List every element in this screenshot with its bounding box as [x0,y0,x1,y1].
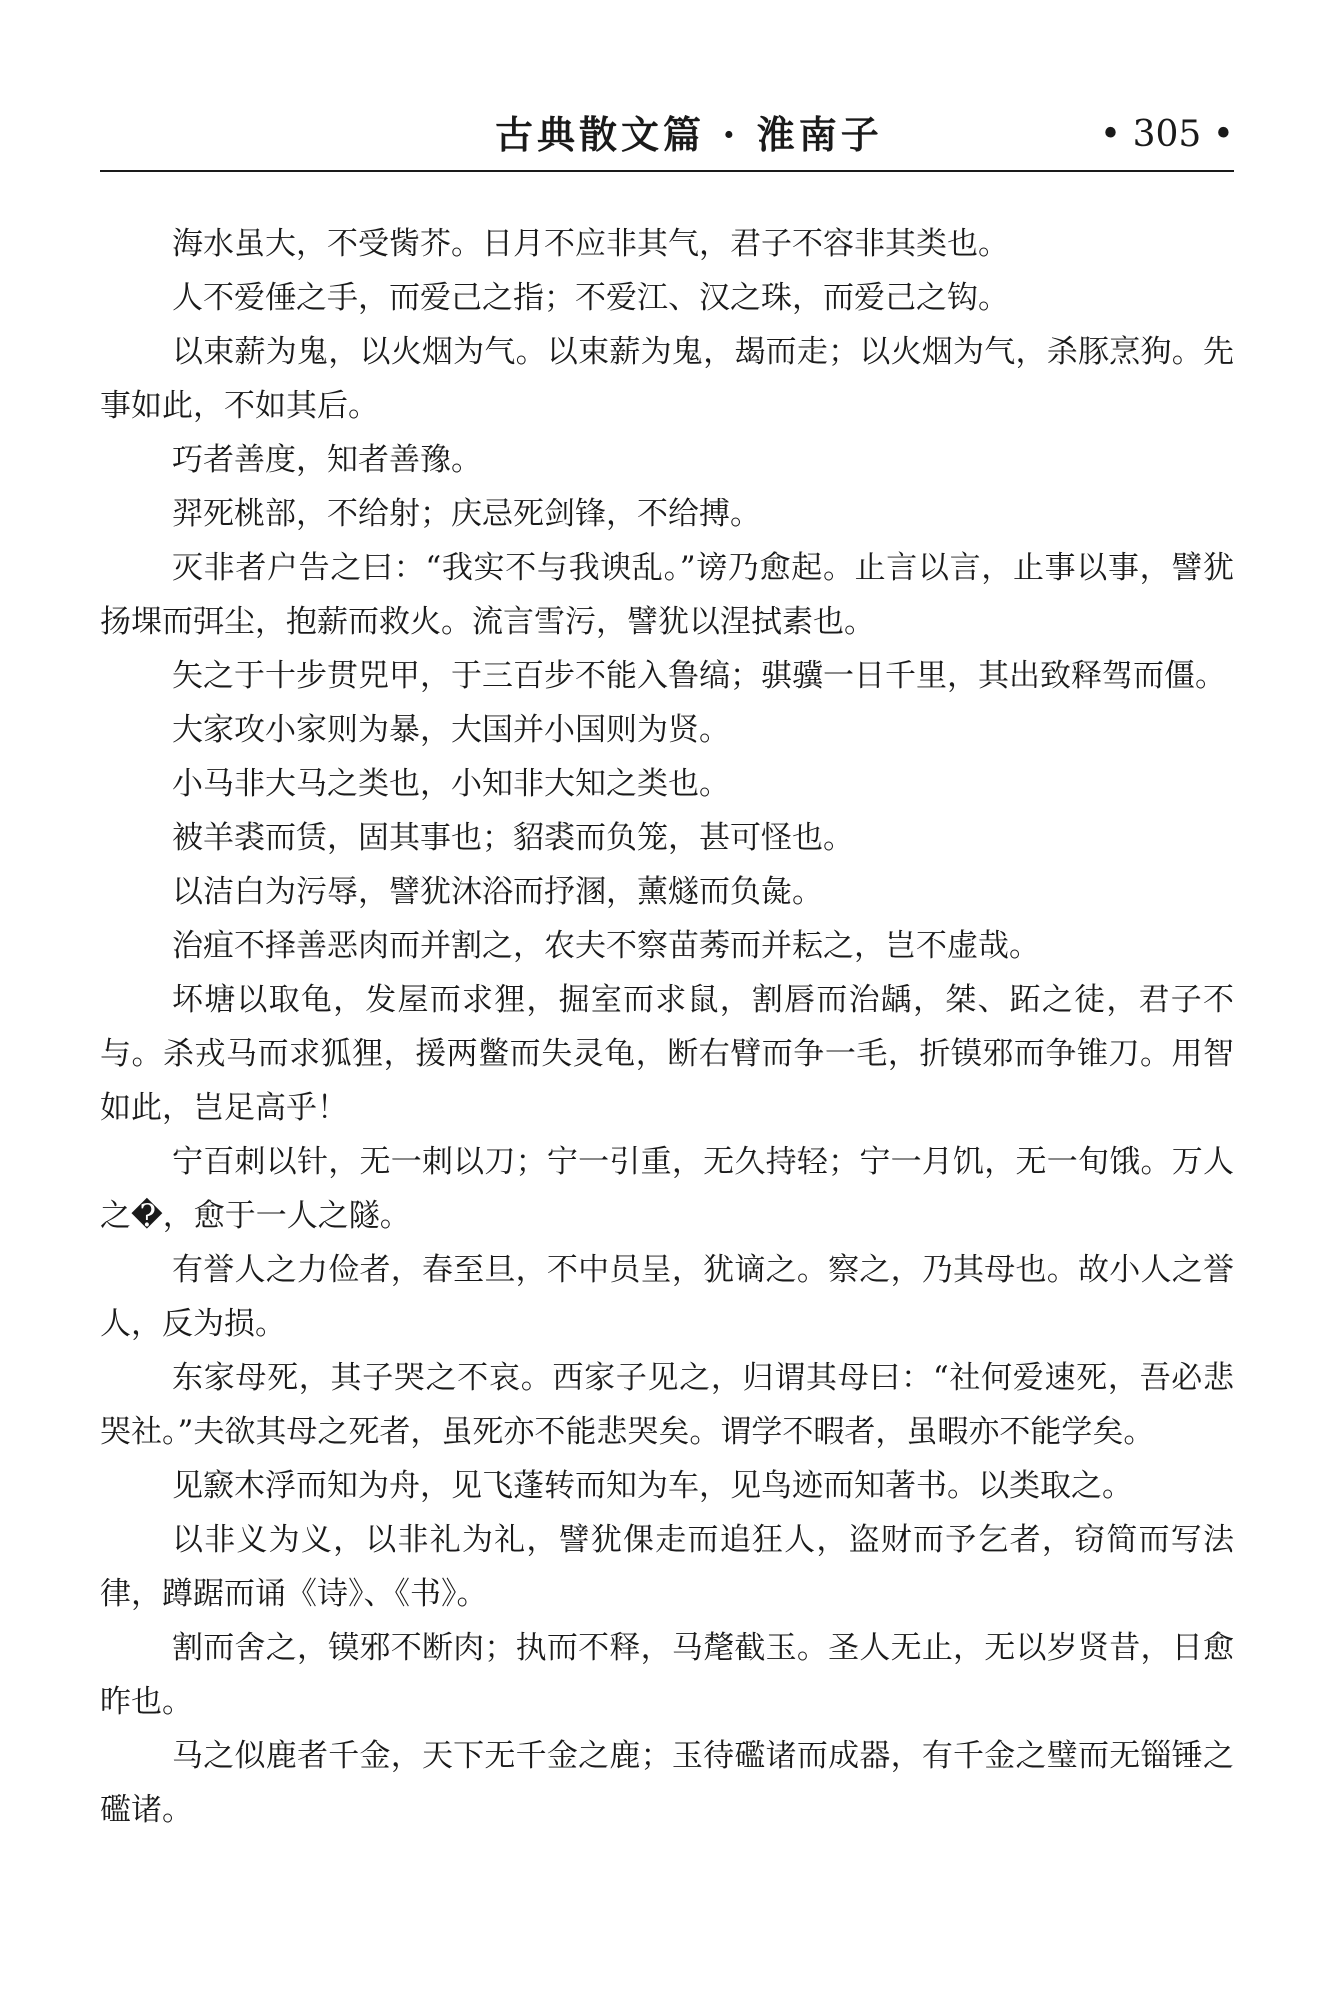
paragraph-13: 坏塘以取龟，发屋而求狸，掘室而求鼠，割唇而治龋，桀、跖之徒，君子不与。杀戎马而求狐狸，援两鳖而失灵龟，断右臂而争一毛，折镆邪而争锥刀。用智如此，岂足高乎！ [100,982,1234,1126]
paragraph-2: 人不爱倕之手，而爱己之指；不爱江、汉之珠，而爱己之钩。 [172,280,1009,316]
paragraph-19: 割而舍之，镆邪不断肉；执而不释，马氂截玉。圣人无止，无以岁贤昔，日愈昨也。 [100,1630,1234,1720]
paragraph-7: 矢之于十步贯兕甲，于三百步不能入鲁缟；骐骥一日千里，其出致释驾而僵。 [172,658,1226,694]
paragraph-3: 以束薪为鬼，以火烟为气。以束薪为鬼，朅而走；以火烟为气，杀豚烹狗。先事如此，不如其后。 [100,334,1234,424]
paragraph-12: 治疽不择善恶肉而并割之，农夫不察苗莠而并耘之，岂不虚哉。 [172,928,1040,964]
paragraph-11: 以洁白为污辱，譬犹沐浴而抒溷，薰燧而负彘。 [172,874,823,910]
paragraph-18: 以非义为义，以非礼为礼，譬犹倮走而追狂人，盗财而予乞者，窃简而写法律，蹲踞而诵《诗》、《书》。 [100,1522,1234,1612]
paragraph-17: 见窾木浮而知为舟，见飞蓬转而知为车，见鸟迹而知著书。以类取之。 [172,1468,1133,1504]
paragraph-5: 羿死桃部，不给射；庆忌死剑锋，不给搏。 [172,496,761,532]
page-header [100,108,1234,168]
running-title: 古典散文篇 · 淮南子 [495,112,883,157]
paragraph-20: 马之似鹿者千金，天下无千金之鹿；玉待礛诸而成器，有千金之璧而无锱锤之礛诸。 [100,1738,1234,1828]
paragraph-6: 灭非者户告之曰：“我实不与我谀乱。”谤乃愈起。止言以言，止事以事，譬犹扬堁而弭尘，抱薪而救火。流言雪污，譬犹以涅拭素也。 [100,550,1234,640]
paragraph-15: 有誉人之力俭者，春至旦，不中员呈，犹谪之。察之，乃其母也。故小人之誉人，反为损。 [100,1252,1234,1342]
paragraph-4: 巧者善度，知者善豫。 [172,442,482,478]
text-body [100,217,1234,1837]
paragraph-9: 小马非大马之类也，小知非大知之类也。 [172,766,730,802]
paragraph-14: 宁百刺以针，无一刺以刀；宁一引重，无久持轻；宁一月饥，无一旬饿。万人之�，愈于一人之隧。 [100,1144,1234,1234]
header-rule [100,170,1234,172]
paragraph-1: 海水虽大，不受胔芥。日月不应非其气，君子不容非其类也。 [172,226,1009,262]
paragraph-10: 被羊裘而赁，固其事也；貂裘而负笼，甚可怪也。 [172,820,854,856]
page-number: • 305 • [1099,114,1234,155]
paragraph-8: 大家攻小家则为暴，大国并小国则为贤。 [172,712,730,748]
paragraph-16: 东家母死，其子哭之不哀。西家子见之，归谓其母曰：“社何爱速死，吾必悲哭社。”夫欲其母之死者，虽死亦不能悲哭矣。谓学不暇者，虽暇亦不能学矣。 [100,1360,1234,1450]
